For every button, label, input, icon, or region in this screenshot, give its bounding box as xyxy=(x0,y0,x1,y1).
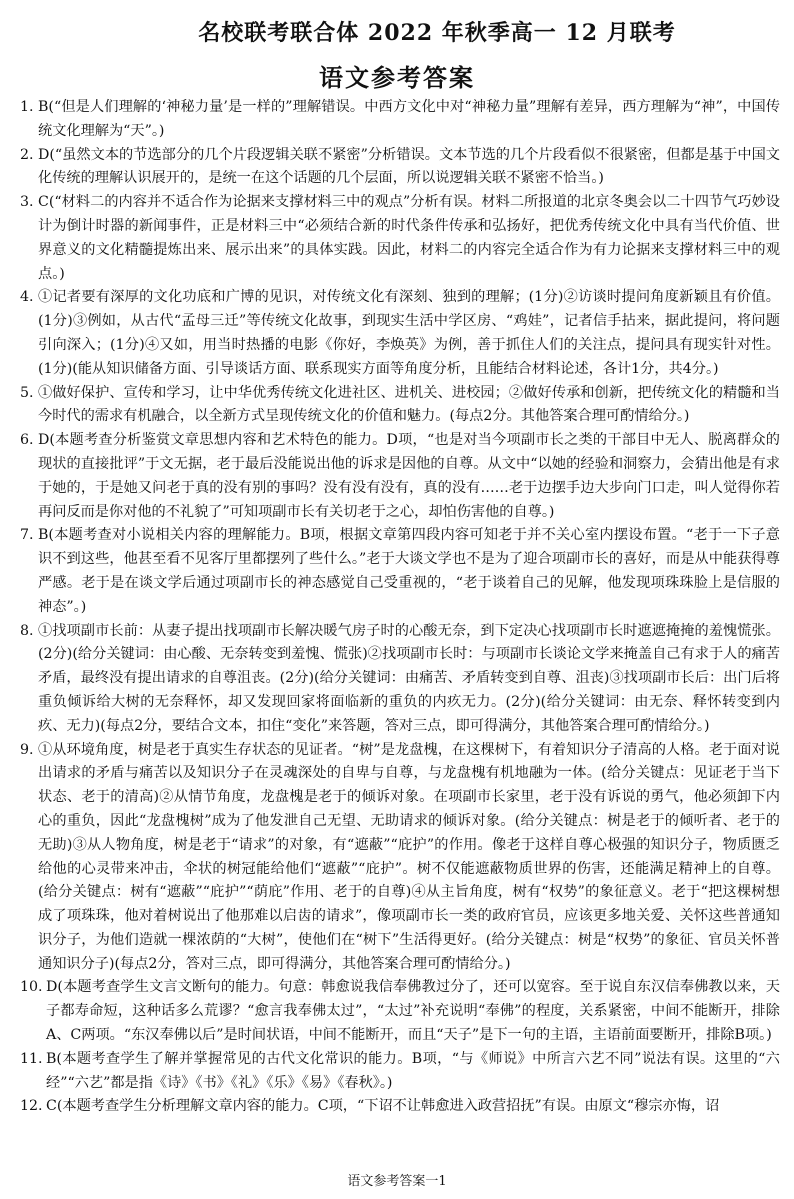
answer-item-5 xyxy=(20,382,780,430)
answer-text: C(本题考查学生分析理解文章内容的能力。C项，“下诏不让韩愈进入政营招抚”有误。由原文“穆宗亦悔，诏 xyxy=(46,1098,720,1115)
answer-text: D(本题考查学生文言文断句的能力。句意：韩愈说我信奉佛教过分了，还可以宽容。至于说自东汉信奉佛教以来，天子都寿命短，这种话多么荒谬？“愈言我奉佛太过”，“太过”补充说明“奉佛”的程度，关系紧密，中间不能断开，排除A、C两项。“东汉奉佛以后”是时间状语，中间不能断开，而且“天子”是下一句的主语，主语前面要断开，排除B项。) xyxy=(46,979,780,1044)
answer-text: C(“材料二的内容并不适合作为论据来支撑材料三中的观点”分析有误。材料二所报道的北京冬奥会以二十四节气巧妙设计为倒计时器的新闻事件，正是材料三中“必须结合新的时代条件传承和弘扬好，把优秀传统文化中具有当代价值、世界意义的文化精髓提炼出来、展示出来”的具体实践。因此，材料二的内容完全适合作为有力论据来支撑材料三中的观点。) xyxy=(38,194,780,282)
answer-list xyxy=(20,96,780,1119)
answer-text: D(“虽然文本的节选部分的几个片段逻辑关联不紧密”分析错误。文本节选的几个片段看似不很紧密，但都是基于中国文化传统的理解认识展开的，是统一在这个话题的几个层面，所以说逻辑关联不紧密不恰当。) xyxy=(38,146,780,187)
answer-item-2 xyxy=(20,144,780,192)
answer-number: 4. xyxy=(20,289,34,306)
answer-item-8 xyxy=(20,620,780,739)
answer-number: 6. xyxy=(20,432,34,449)
answer-number: 10. xyxy=(20,979,43,996)
answer-text: B(本题考查学生了解并掌握常见的古代文化常识的能力。B项，“与《师说》中所言六艺不同”说法有误。这里的“六经”“六艺”都是指《诗》《书》《礼》《乐》《易》《春秋》。) xyxy=(46,1050,780,1091)
answer-text: ①做好保护、宣传和学习，让中华优秀传统文化进社区、进机关、进校园；②做好传承和创新，把传统文化的精髓和当今时代的需求有机融合，以全新方式呈现传统文化的价值和魅力。(每点2分。其他答案合理可酌情给分。) xyxy=(38,384,780,425)
answer-item-4 xyxy=(20,286,780,381)
answer-number: 3. xyxy=(20,194,34,211)
answer-number: 8. xyxy=(20,622,34,639)
document-subtitle: 语文参考答案 xyxy=(319,63,475,92)
answer-item-7 xyxy=(20,524,780,619)
answer-text: D(本题考查分析鉴赏文章思想内容和艺术特色的能力。D项，“也是对当今项副市长之类的干部目中无人、脱离群众的现状的直接批评”于文无据，老于最后没能说出他的诉求是因他的自尊。从文中“以她的经验和洞察力，会猜出他是有求于她的，于是她又问老于真的没有别的事吗？没有没有没有，真的没有……老于边摆手边大步向门口走，叫人觉得你若再问反而是你对他的不礼貌了”可知项副市长有关切老于之心，却怕伤害他的自尊。) xyxy=(38,432,780,520)
answer-number: 11. xyxy=(20,1050,43,1067)
answer-text: ①记者要有深厚的文化功底和广博的见识，对传统文化有深刻、独到的理解；(1分)②访谈时提问角度新颖且有价值。(1分)③例如，从古代“孟母三迁”等传统文化故事，到现实生活中学区房、“鸡娃”，记者信手拈来，据此提问，将问题引向深入；(1分)④又如，用当时热播的电影《你好，李焕英》为例，善于抓住人们的关注点，提问具有现实针对性。(1分)(能从知识储备方面、引导谈话方面、联系现实方面等角度分析，且能结合材料论述，各计1分，共4分。) xyxy=(38,289,780,377)
answer-number: 12. xyxy=(20,1098,43,1115)
answer-number: 2. xyxy=(20,146,34,163)
answer-item-9 xyxy=(20,739,780,977)
answer-number: 1. xyxy=(20,99,34,115)
answer-number: 5. xyxy=(20,384,34,401)
answer-text: ①从环境角度，树是老于真实生存状态的见证者。“树”是龙盘槐，在这棵树下，有着知识分子清高的人格。老于面对说出请求的矛盾与痛苦以及知识分子在灵魂深处的自卑与自尊，与龙盘槐有机地融为一体。(给分关键点：见证老于当下状态、老于的清高)②从情节角度，龙盘槐是老于的倾诉对象。在项副市长家里，老于没有诉说的勇气，他必须卸下内心的重负，因此“龙盘槐树”成为了他发泄自己无望、无助请求的倾诉对象。(给分关键点：树是老于的倾听者、老于的无助)③从人物角度，树是老于“请求”的对象，有“遮蔽”“庇护”的作用。像老于这样自尊心极强的知识分子，物质匮乏给他的心灵带来冲击，伞状的树冠能给他们“遮蔽”“庇护”。树不仅能遮蔽物质世界的伤害，还能满足精神上的自尊。(给分关键点：树有“遮蔽”“庇护”“荫庇”作用、老于的自尊)④从主旨角度，树有“权势”的象征意义。老于“把这棵树想成了项珠珠，他对着树说出了他那难以启齿的请求”，像项副市长一类的政府官员，应该更多地关爱、关怀这些普通知识分子，为他们造就一棵浓荫的“大树”，使他们在“树下”生活得更好。(给分关键点：树是“权势”的象征、官员关怀普通知识分子)(每点2分，答对三点，即可得满分，其他答案合理可酌情给分。) xyxy=(38,741,780,972)
answer-item-1 xyxy=(20,96,780,144)
answer-text: B(“但是人们理解的‘神秘力量’是一样的”理解错误。中西方文化中对“神秘力量”理解有差异，西方理解为“神”，中国传统文化理解为“天”。) xyxy=(38,99,780,139)
answer-number: 7. xyxy=(20,527,34,544)
answer-text: ①找项副市长前：从妻子提出找项副市长解决暖气房子时的心酸无奈，到下定决心找项副市长时遮遮掩掩的羞愧慌张。(2分)(给分关键词：由心酸、无奈转变到羞愧、慌张)②找项副市长时：与项副市长谈论文学来掩盖自己有求于人的痛苦矛盾，最终没有提出请求的自尊沮丧。(2分)(给分关键词：由痛苦、矛盾转变到自尊、沮丧)③找项副市长后：出门后将重负倾诉给大树的无奈释怀，却又发现回家将面临新的重负的内疚无力。(2分)(给分关键词：由无奈、释怀转变到内疚、无力)(每点2分，要结合文本，扣住“变化”来答题，答对三点，即可得满分，其他答案合理可酌情给分。) xyxy=(38,622,780,734)
answer-item-11 xyxy=(20,1048,780,1096)
exam-title: 名校联考联合体 2022 年秋季高一 12 月联考 xyxy=(198,20,676,46)
page-footer: 语文参考答案一1 xyxy=(347,1174,447,1189)
answer-item-10 xyxy=(20,976,780,1047)
answer-number: 9. xyxy=(20,741,34,758)
answer-item-12 xyxy=(20,1095,780,1119)
answer-text: B(本题考查对小说相关内容的理解能力。B项，根据文章第四段内容可知老于并不关心室内摆设布置。“老于一下子意识不到这些，他甚至看不见客厅里都摆列了些什么。”老于大谈文学也不是为了迎合项副市长的喜好，而是从中能获得尊严感。老于是在谈文学后通过项副市长的神态感觉自己受重视的，“老于谈着自己的见解，他发现项珠珠脸上是信服的神态”。) xyxy=(38,527,780,615)
answer-item-6 xyxy=(20,429,780,524)
answer-item-3 xyxy=(20,191,780,286)
